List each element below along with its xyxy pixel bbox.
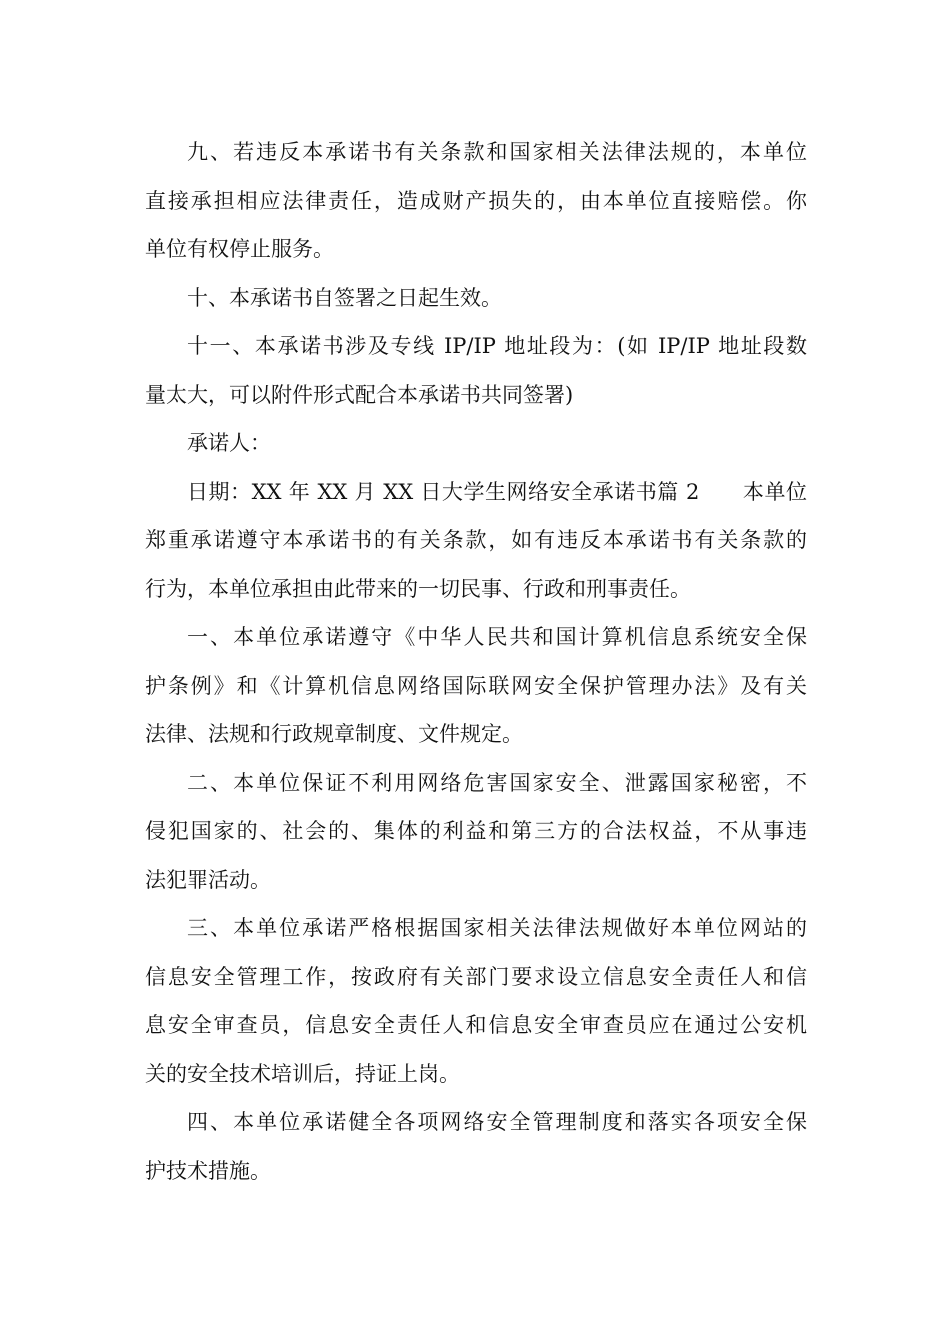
text-line: 量太大，可以附件形式配合本承诺书共同签署)	[145, 382, 574, 407]
document-body	[145, 128, 807, 1195]
text-line: 侵犯国家的、社会的、集体的利益和第三方的合法权益，不从事违	[145, 819, 807, 843]
text-line: 日期：XX 年 XX 月 XX 日大学生网络安全承诺书篇 2 本单位	[187, 479, 807, 504]
text-line: 承诺人：	[187, 431, 271, 455]
text-line: 法犯罪活动。	[145, 867, 271, 892]
promisor-line	[145, 419, 807, 468]
paragraph-ten	[145, 274, 807, 323]
paragraph-four	[145, 1098, 807, 1195]
paragraph-three	[145, 904, 807, 1098]
text-line: 十一、本承诺书涉及专线 IP/IP 地址段为：(如 IP/IP 地址段数	[187, 334, 807, 358]
paragraph-nine	[145, 128, 807, 274]
date-and-second-letter-intro	[145, 468, 807, 614]
text-line: 直接承担相应法律责任，造成财产损失的，由本单位直接赔偿。你	[145, 188, 807, 213]
paragraph-two	[145, 759, 807, 905]
paragraph-eleven	[145, 322, 807, 419]
text-line: 行为，本单位承担由此带来的一切民事、行政和刑事责任。	[145, 576, 691, 601]
text-line: 息安全审查员，信息安全责任人和信息安全审查员应在通过公安机	[145, 1013, 807, 1037]
text-line: 关的安全技术培训后，持证上岗。	[145, 1061, 460, 1086]
text-line: 四、本单位承诺健全各项网络安全管理制度和落实各项安全保	[187, 1110, 807, 1134]
text-line: 三、本单位承诺严格根据国家相关法律法规做好本单位网站的	[187, 916, 807, 940]
text-line: 二、本单位保证不利用网络危害国家安全、泄露国家秘密，不	[187, 770, 807, 795]
text-line: 护条例》和《计算机信息网络国际联网安全保护管理办法》及有关	[145, 673, 807, 698]
text-line: 信息安全管理工作，按政府有关部门要求设立信息安全责任人和信	[145, 964, 807, 989]
text-line: 十、本承诺书自签署之日起生效。	[187, 285, 502, 310]
paragraph-one	[145, 613, 807, 759]
text-line: 九、若违反本承诺书有关条款和国家相关法律法规的，本单位	[187, 140, 807, 164]
text-line: 护技术措施。	[145, 1158, 271, 1183]
text-line: 一、本单位承诺遵守《中华人民共和国计算机信息系统安全保	[187, 625, 807, 649]
text-line: 单位有权停止服务。	[145, 237, 334, 261]
text-line: 法律、法规和行政规章制度、文件规定。	[145, 722, 523, 746]
text-line: 郑重承诺遵守本承诺书的有关条款，如有违反本承诺书有关条款的	[145, 528, 807, 552]
